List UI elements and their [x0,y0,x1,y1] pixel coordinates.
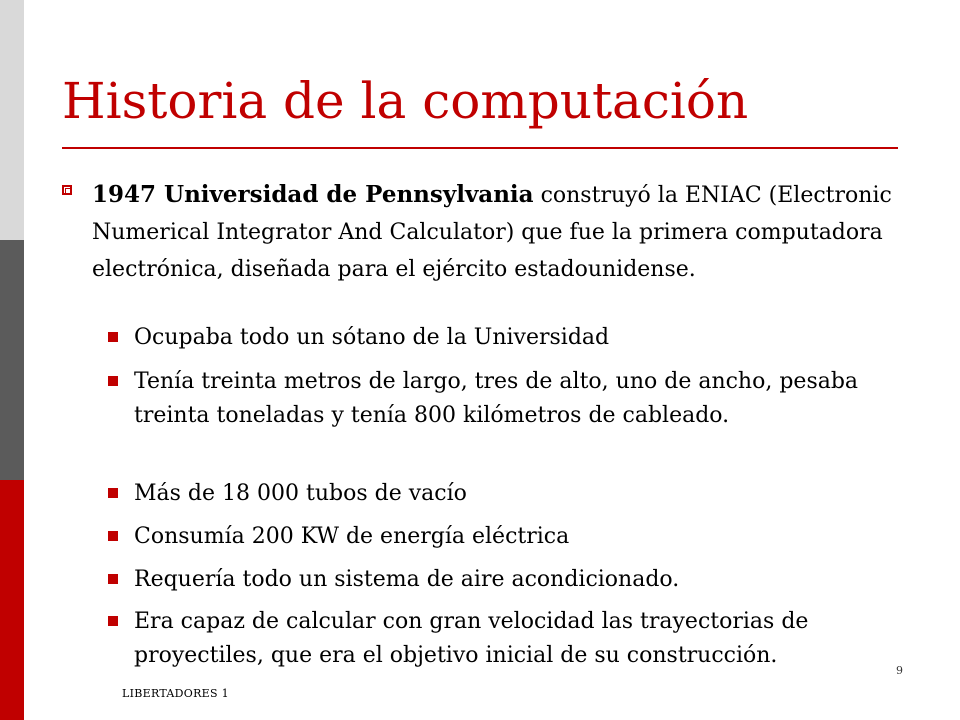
square-bullet-icon [108,488,118,498]
main-bullet-body: construyó la ENIAC (Electronic Numerical Integrator And Calculator) que fue la primera computadora electrónica, diseñada para el ejército estadounidense. [92,183,892,282]
sidebar-segment-light [0,0,24,240]
square-bullet-icon [108,376,118,386]
main-bullet-bold: 1947 Universidad de Pennsylvania [92,181,534,208]
sidebar-segment-dark [0,240,24,480]
sub-bullet-text: Más de 18 000 tubos de vacío [134,481,467,506]
square-bullet-icon [108,574,118,584]
square-bullet-icon [108,531,118,541]
sub-bullet-text: Consumía 200 KW de energía eléctrica [134,524,570,549]
title-underline [62,147,898,149]
sub-bullet-text: Era capaz de calcular con gran velocidad las trayectorias de proyectiles, que era el objetivo inicial de su construcción. [134,609,809,668]
sub-bullet-text: Requería todo un sistema de aire acondicionado. [134,567,680,592]
sidebar-stripe [0,0,24,720]
square-bullet-icon [108,332,118,342]
sub-bullet-text: Tenía treinta metros de largo, tres de alto, uno de ancho, pesaba treinta toneladas y tenía 800 kilómetros de cableado. [134,369,859,428]
slide-title: Historia de la computación [62,72,749,130]
main-bullet-text [92,176,902,288]
sidebar-segment-red [0,480,24,720]
footer-text: LIBERTADORES 1 [122,687,229,700]
outline-square-bullet-icon [62,185,72,195]
square-bullet-icon [108,616,118,626]
page-number: 9 [896,664,903,677]
sub-bullet-text: Ocupaba todo un sótano de la Universidad [134,325,610,350]
